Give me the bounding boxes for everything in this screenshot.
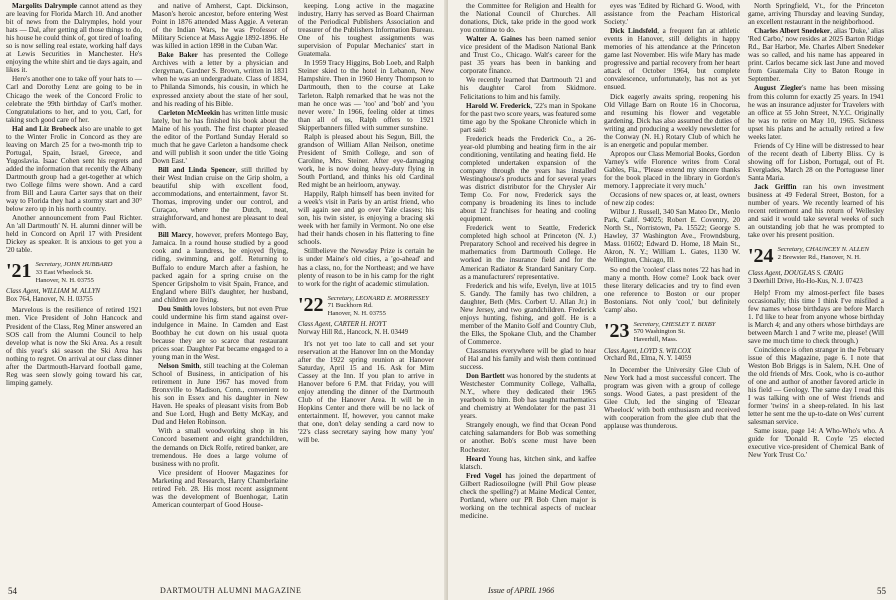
column-paragraph xyxy=(6,2,142,74)
paragraph-text: Wilbur J. Russell, 340 San Mateo Dr., Menlo Park, Calif. 94025; Robert E. Coventry, 20 North St., Norristown, Pa. 15522; George S. Hawley, 37 Washington Ave., Frowndsburg, Mass. 01602; Edward D. Home, 18 Main St., Akron, N. Y.; William L. Gates, 1130 W. Wellington, Chicago, Ill. xyxy=(604,208,740,265)
column-paragraph xyxy=(152,362,288,426)
page-number: 54 xyxy=(8,586,17,596)
paragraph-text: has been named senior vice president of the Madison National Bank and Trust Co., Chicago. Walt's career for the past 35 years has been in banking and corporate finance. xyxy=(460,35,596,76)
person-name: Don Bartlett xyxy=(466,372,505,381)
column-paragraph xyxy=(460,455,596,471)
column-paragraph xyxy=(152,469,288,509)
person-name: Bill and Linda Spencer xyxy=(158,165,236,174)
paragraph-text: has joined the department of Gilbert Radiosoilogne (will Phil Gow please check the spelling?) at Maine Medical Center, Portland, where our PR Bob Chen major is working on the technical aspects of nuclear medicine. xyxy=(460,471,596,520)
column-paragraph xyxy=(748,427,884,459)
paragraph-text: has written little music lately, but he has finished his book about the Maine of his youth. The first chapter pleased the editor of the Portland Sunday Herald so much that he gave Carleton a handsome check and will publish it soon under the title 'Going Down East.' xyxy=(152,108,288,165)
column-paragraph xyxy=(748,142,884,182)
paragraph-text: was honored by the students at Westchester Community College, Valhalla, N.Y., where they dedicated their 1965 yearbook to him. Bob has taught mathematics and chemistry at Wendolater for the past 31 years. xyxy=(460,372,596,421)
person-name: Fred Vogel xyxy=(466,471,502,480)
person-name: Nelson Smith xyxy=(158,362,200,371)
paragraph-text: Frederick and his wife, Evelyn, live at 1015 S. Gandy. The family has two children, a daughter, Beth (Mrs. Corbert U. Allan Jr.) in New Jersey, and two grandchildren. Frederick enjoys hunting, fishing, and golf. He is a member of the Manito Golf and Country Club, the Elks, the Spokane Club, and the Chamber of Commerce. xyxy=(460,281,596,346)
person-name: Harold W. Frederick xyxy=(466,101,531,110)
class-agent: Class Agent, DOUGLAS S. CRAIG 3 Deerhill Drive, Ho-Ho-Kus, N. J. 07423 xyxy=(748,270,863,285)
left-column-2 xyxy=(152,2,288,510)
paragraph-text: Ralph is pleased about his Segun, Bill, the grandson of William Allan Neilson, onetime President of Smith College, and son of Caroline, Mrs. Steiner. After eye-damaging work, he is now doing heavy-duty flying in South Portland, and thinks his old Cardinal Red might be an heirloom, anyway. xyxy=(298,132,434,190)
column-paragraph xyxy=(152,2,288,50)
person-name: Margolits Dalrymple xyxy=(12,2,78,10)
paragraph-text: ran his own investment business at 49 Federal Street, Boston, for a number of years. We recently learned of his recent retirement and his return of Wellesley and said it would take several weeks of such an outstanding job that he was prompted to take over his present position. xyxy=(748,183,884,240)
column-paragraph xyxy=(748,183,884,239)
right-column-2 xyxy=(604,2,740,431)
column-paragraph xyxy=(298,190,434,246)
column-paragraph xyxy=(604,93,740,149)
class-23-header xyxy=(604,321,740,344)
column-paragraph xyxy=(604,266,740,314)
paragraph-text: Strangely enough, we find that Ocean Pond catching salamanders for Bob was something or another. Bob's scene must have been Rochester. xyxy=(460,421,596,454)
paragraph-text: Occasions of new spaces or, at least, owners of new zip codes: xyxy=(604,191,740,208)
paragraph-text: , alias 'Duke,' alias 'Red Carbo,' now resides at 2025 Barton Ridge Rd., Bar Harbor, Me. Charles Albert Snedeker was so called, and his name has appeared in print. Carlos became sick last June and moved from Guatemala City to Baton Rouge in September. xyxy=(748,27,884,84)
right-column-3 xyxy=(748,2,884,461)
magazine-footer: DARTMOUTH ALUMNI MAGAZINE xyxy=(160,586,302,595)
paragraph-text: Stillbelieve the Newsday Prize is certain he is under Maine's old cities, a 'go-ahead' and has a class, no, for the Northeast; and we have plenty of reason to be in his camp for the right to work for the right of academic stimulation. xyxy=(298,247,434,288)
issue-footer: Issue of APRIL 1966 xyxy=(488,586,555,595)
paragraph-text: , '22's man in Spokane for the past two score years, was featured some time ago by the Spokane Chronicle which in part said: xyxy=(460,101,596,134)
person-name: Dou Smith xyxy=(158,304,192,313)
paragraph-text: It's not yet too late to call and set your reservation at the Hanover Inn on the Monday after the 1922 spring reunion at Hanover Saturday, April 15 and 16. Ask for Mim Cassey at the Inn. If you plan to arrive in Hanover before 6 P.M. that Friday, you will enjoy attending the dinner of the Dartmouth Club of the Hanover Area. It will be in Hopkins Center and there will be no lack of entertainment. If, however, you cannot make that one, don't delay sending a card now to '22's class secretary saying how many 'you' will be. xyxy=(298,339,434,445)
person-name: Jack Griffin xyxy=(754,183,797,192)
column-paragraph xyxy=(604,2,740,26)
column-paragraph xyxy=(748,2,884,26)
paragraph-text: Same issue, page 14: A Who-Who's who. A guide for 'Donald R. Coyle '25 elected executive vice-president of Chemical Bank of New York Trust Co.' xyxy=(748,427,884,460)
column-paragraph xyxy=(152,305,288,361)
paragraph-text: loves lobsters, but not even Prue could undermine his firm stand against over-indulgence in Maine. In Camden and East Boothbay he cut down on his usual quota because they are so scarce that restaurant prices soar. Daughter Pat became engaged to a young man in the West. xyxy=(152,304,288,362)
paragraph-text: In 1959 Tracy Higgins, Bob Loeb, and Ralph Steiner skied to the hotel in Lebanon, New Hampshire. Then in 1960 Henry Thompson to Dartmouth, then to the course at Lake Tarleton. Ralph remarked that he was not the man he once was — 'too' and 'bob' and 'you never were.' In 1966, feeling older at times than all of us, Ralph offers to 1921 Skipperbanners filled with summer sunshine. xyxy=(298,59,434,132)
paragraph-text: , still teaching at the Coleman School of Business, in anticipation of his retirement in June 1967 has moved from Bronxville to Madison, Conn., convenient to his son in Essex and his daughter in New Haven. He speaks of pleasant visits from Bob and Sue Lord, Hugh and Betty McKay, and Dud and Helen Robinson. xyxy=(152,362,288,427)
paragraph-text: the Committee for Religion and Health for the National Council of Churches. All donations, Dick, take pride in the good work you continue to do. xyxy=(460,2,596,35)
paragraph-text: Here's another one to take off your hats to — Carl and Dorothy Lenz are going to be in Chicago the week of the Concord Frolic to celebrate the 99th birthday of Carl's mother. Congratulations to her, and to you, Carl, for taking such good care of her. xyxy=(6,75,142,124)
column-paragraph xyxy=(6,214,142,254)
paragraph-text: Help! From my almost-perfect file bases occasionally; this time I think I've misfiled a few names whose birthdays are before March 1. I'd like to hear from anyone whose birthday is March 4; and any others whose birthdays are between March 1 and 7 write me, please! (Will save me much time to check through.) xyxy=(748,288,884,345)
column-paragraph xyxy=(460,2,596,34)
person-name: Bill Marcy xyxy=(158,231,192,240)
paragraph-text: Vice president of Hoover Magazines for Marketing and Research, Harry Chamberlaine retired Feb. 28. His most recent assignment was the development of Buenhogar, Latin American counterpart of Good House- xyxy=(152,468,288,509)
paragraph-text: has presented the College Archives with a letter by a physician and clergyman, Gardner S. Brown, written in 1831 when he was an undergraduate. Class of 1834, to Philanda Simonds, his cousin, in which he expressed anxiety about the state of her soul, and his reading of his Bible. xyxy=(152,51,288,108)
paragraph-text: eyes was 'Edited by Richard G. Wood, with assistance from the Peacham Historical Society.' xyxy=(604,2,740,27)
class-agent: Class Agent, CARTER H. HOYT Norway Hill Rd., Hancock, N. H. 03449 xyxy=(298,321,409,337)
paragraph-text: Frederick heads the Frederick Co., a 26-year-old plumbing and heating firm in the air conditioning, ventilating and heating field. He completed undertaken expansion of the company through the years has installed Westinghouse's products and for several years was district distributor for the Chrysler Air Temp Co. For now, Frederick says the company is broadening its lines to include about 12 franchises for heating and cooling equipment. xyxy=(460,134,596,224)
paragraph-text: Coincidence is often stranger in the February issue of this Magazine, page 6. I note that Weston Bob Briggs is in Salem, N.H. One of the old friends of Mrs. Cook, who is co-author of one and author of another favored article in his field — Geology. The same day I read this I was talking with one of West friends and former 'twins' in a sheep-related. In his last letter he sent me the up-to-date on Wes' current salesman service. xyxy=(748,345,884,427)
class-year: '22 xyxy=(298,293,324,316)
column-paragraph xyxy=(748,27,884,83)
class-24-header xyxy=(748,246,884,266)
paragraph-text: Young has, kitchen sink, and kaffee klatsch. xyxy=(460,454,596,471)
left-column-1 xyxy=(6,2,142,388)
paragraph-text: cannot attend as they are leaving for Florida March 10. And another bit of news from the Dalrymples, hold your hats — Dal, after getting all those things to do, his house he could think of, got tired of loafing so is now selling real estate, working half days at Lewis Securities in Manchester. He's enjoying the white shirt and tie days again, and likes it. xyxy=(6,2,142,75)
paragraph-text: , still thrilled by their West Indian cruise on the Grip sholm, a beautiful ship with excellent food, accommodations, and entertainment, favor St. Thomas, improving under our control, and Curaçao, where the Dutch, neat, straightforward, and honest are pleasant to deal with. xyxy=(152,165,288,231)
column-paragraph xyxy=(460,472,596,520)
person-name: Walter A. Gaines xyxy=(466,35,522,44)
paragraph-text: With a small woodworking shop in his Concord basement and eight grandchildren, the demands on Dick Rolfe, retired banker, are tremendous. He does a large volume of business with no profit. xyxy=(152,427,288,468)
column-paragraph xyxy=(152,427,288,467)
right-page xyxy=(448,0,896,600)
column-paragraph xyxy=(604,208,740,264)
column-paragraph xyxy=(298,133,434,189)
column-paragraph xyxy=(152,109,288,165)
paragraph-text: Classmates everywhere will be glad to hear of Hal and his family and wish them continued success. xyxy=(460,346,596,372)
paragraph-text: , however, prefers Montego Bay, Jamaica. In a round house studied by a good cook and a laundress, he enjoyed flying, riding, swimming, and golf. Returning to Buffalo to endure March after a fashion, he packed again for a spring cruise on the Spencer Gripsholm to visit Spain, France, and England where Bill's daughter, her husband, and children are living. xyxy=(152,231,288,304)
column-paragraph xyxy=(748,289,884,345)
paragraph-text: also are unable to get to the Winter Frolic in Concord as they are leaving on March 25 for a two-month trip to Portugal, Spain, Israel, Greece, and Yugoslavia. Isaac Cohen sent his regrets and added the information that recently the Albany Dartmouth group had a get-together at which two College films were shown. And a card from Bill and Laura Carter says that on their way to Florida they had a stormy start and 30° below zero up in his north country. xyxy=(6,124,142,214)
paragraph-text: , a frequent fan at athletic events in Hanover, still delights in happy memories of his attendance at the Princeton game last November. His wife Mary has made progressive and partial recovery from her heart attack of October 1964, but complete convalescence, unfortunately, has not as yet ensued. xyxy=(604,27,740,92)
column-paragraph xyxy=(460,282,596,346)
paragraph-text: Apropos our Class Memorial Books, Gordon Varney's wife Florence writes from Coral Gables, Fla., 'Please extend my sincere thanks for the book placed in the library in Gordon's memory. I appreciate it very much.' xyxy=(604,149,740,191)
paragraph-text: Frederick went to Seattle, Frederick completed high school at Princeton (N. J.) Preparatory School and received his degree in mathematics from Dartmouth College. He worked in the insurance field and for the American Radiator & Standard Sanitary Corp. as a manufacturers' representative. xyxy=(460,224,596,281)
column-paragraph xyxy=(152,51,288,107)
paragraph-text: Marvelous is the resilience of retired 1921 men. Vice President of John Hancock and President of the Class, Reg Miner answered an SOS call from the Alumni Council to help develop what is now the Ski Area. As a result of this year's ski season the Ski Area has nothing to regret. On arrival at our class dinner after the Dartmouth-Harvard football game, Reg was seen slowly going toward his car, limping gamely. xyxy=(6,306,142,387)
column-paragraph xyxy=(748,346,884,426)
paragraph-text: So end the 'coolest' class notes '22 has had in many a month. How come? Look back over these literary delicacies and try to find even one reference to Boston or our proper Bostonians. Not only 'cool,' but definitely 'camp' also. xyxy=(604,265,740,314)
class-year: '24 xyxy=(748,245,774,268)
column-paragraph xyxy=(604,27,740,91)
class-secretary: Secretary, JOHN HUBBARD 33 East Wheelock St. Hanover, N. H. 03755 xyxy=(35,261,113,284)
class-secretary: Secretary, CHESLEY T. BIXBY 570 Washington St. Haverhill, Mass. xyxy=(633,320,716,343)
column-paragraph xyxy=(748,84,884,140)
paragraph-text: 's name has been missing from this column for exactly 25 years. In 1941 he was an insurance adjuster for Travelers with an office at 55 John Street, N.Y.C. Originally he was to retire on May 10, 1965. Sickness upset his plans and he actually retired a few weeks later. xyxy=(748,84,884,141)
paragraph-text: We recently learned that Dartmouth '21 and his daughter Carol from Skidmore. Felicitations to him and his family. xyxy=(460,76,596,101)
column-paragraph xyxy=(6,125,142,214)
person-name: Charles Albert Snedeker xyxy=(754,27,831,36)
column-paragraph xyxy=(460,135,596,224)
column-paragraph xyxy=(460,347,596,371)
paragraph-text: In December the University Glee Club of New York had a most successful concert. The program was given with a group of college songs. Wood Gates, a past president of the Glee Club, led the singing of 'Eleazar Wheelock' with both enthusiasm and received with cooperation from the glee club that the applause was thunderous. xyxy=(604,365,740,431)
column-paragraph xyxy=(604,191,740,207)
paragraph-text: Friends of Cy Hine will be distressed to hear of the recent death of Liberty Bliss. Cy is showing off for Lisbon, Portugal, out of Ft. Everglades, March 28 on the Portuguese liner Santa Maria. xyxy=(748,141,884,182)
column-paragraph xyxy=(460,224,596,280)
paragraph-text: keeping. Long active in the magazine industry, Harry has served as Board Chairman of the Periodical Publishers Association and treasurer of the Publishers Information Bureau. One of his toughest assignments was supervision of Popular Mechanics' start in Guatemala. xyxy=(298,2,434,59)
person-name: Bake Baker xyxy=(158,51,198,60)
column-paragraph xyxy=(152,166,288,230)
column-paragraph xyxy=(604,150,740,190)
class-secretary: Secretary, LEONARD E. MORRISSEY 71 Buckhorn Rd. Hanover, N. H. 03755 xyxy=(327,294,429,317)
class-secretary: Secretary, CHAUNCEY N. ALLEN 2 Brewster Rd., Hanover, N. H. xyxy=(777,246,869,261)
person-name: Hal and Liz Brobeck xyxy=(12,124,78,133)
right-column-1 xyxy=(460,2,596,521)
column-paragraph xyxy=(460,421,596,453)
column-paragraph xyxy=(460,102,596,134)
class-agent: Class Agent, WILLIAM M. ALLYN Box 764, Hanover, N. H. 03755 xyxy=(6,288,101,303)
column-paragraph xyxy=(604,366,740,430)
paragraph-text: North Springfield, Vt., for the Princeton game, arriving Thursday and leaving Sunday, an excellent restaurant in the neighborhood. xyxy=(748,2,884,27)
column-paragraph xyxy=(460,35,596,75)
page-number: 55 xyxy=(877,586,886,596)
column-paragraph xyxy=(298,2,434,58)
column-paragraph xyxy=(298,340,434,445)
left-column-3 xyxy=(298,2,434,445)
person-name: August Ziegler xyxy=(754,84,803,93)
class-year: '23 xyxy=(604,319,630,342)
column-paragraph xyxy=(460,372,596,420)
column-paragraph xyxy=(298,247,434,287)
person-name: Heard xyxy=(466,454,486,463)
person-name: Dick Lindsfeld xyxy=(610,27,658,36)
paragraph-text: Another announcement from Paul Richter. An 'all Dartmouth' N. H. alumni dinner will be held in Concord on April 17 with President Dickey as speaker. It is anxious to get you a '20 table. xyxy=(6,214,142,255)
class-year: '21 xyxy=(6,260,32,283)
class-21-header xyxy=(6,261,142,284)
class-agent: Class Agent, LOYD S. WILCOX Orchard Rd., Elma, N. Y. 14059 xyxy=(604,347,692,363)
column-paragraph xyxy=(6,75,142,123)
column-paragraph xyxy=(298,59,434,131)
column-paragraph xyxy=(460,76,596,100)
paragraph-text: Dick eagerly awaits spring, reopening his Old Village Barn on Route 16 in Chocorua, and resuming his flower and vegetable gardening. Dick has also assumed the duties of writing and producing a weekly newsletter for the Conway (N. H.) Rotary Club of which he is an energetic and popular member. xyxy=(604,92,740,149)
person-name: Carleton McMeekin xyxy=(158,108,221,117)
column-paragraph xyxy=(152,231,288,303)
column-paragraph xyxy=(6,306,142,386)
paragraph-text: Happily, Ralph himself has been invited for a week's visit in Paris by an artist friend, who will again see and go over Yale classes; his son, his twin sister, is enjoying a bracing ski week with her family in Vermont. No one else had their hands chosen in his flattering to fine schools. xyxy=(298,190,434,247)
class-22-header xyxy=(298,295,434,318)
paragraph-text: and native of Amherst, Capt. Dickinson, Mason's heroic ancestor, before entering West Point in 1876 attended Mass Aggie. A veteran of the Indian Wars, he was Professor of Military Science at Mass Aggie 1892-1896. He was killed in action 1898 in the Cuban War. xyxy=(152,2,288,51)
